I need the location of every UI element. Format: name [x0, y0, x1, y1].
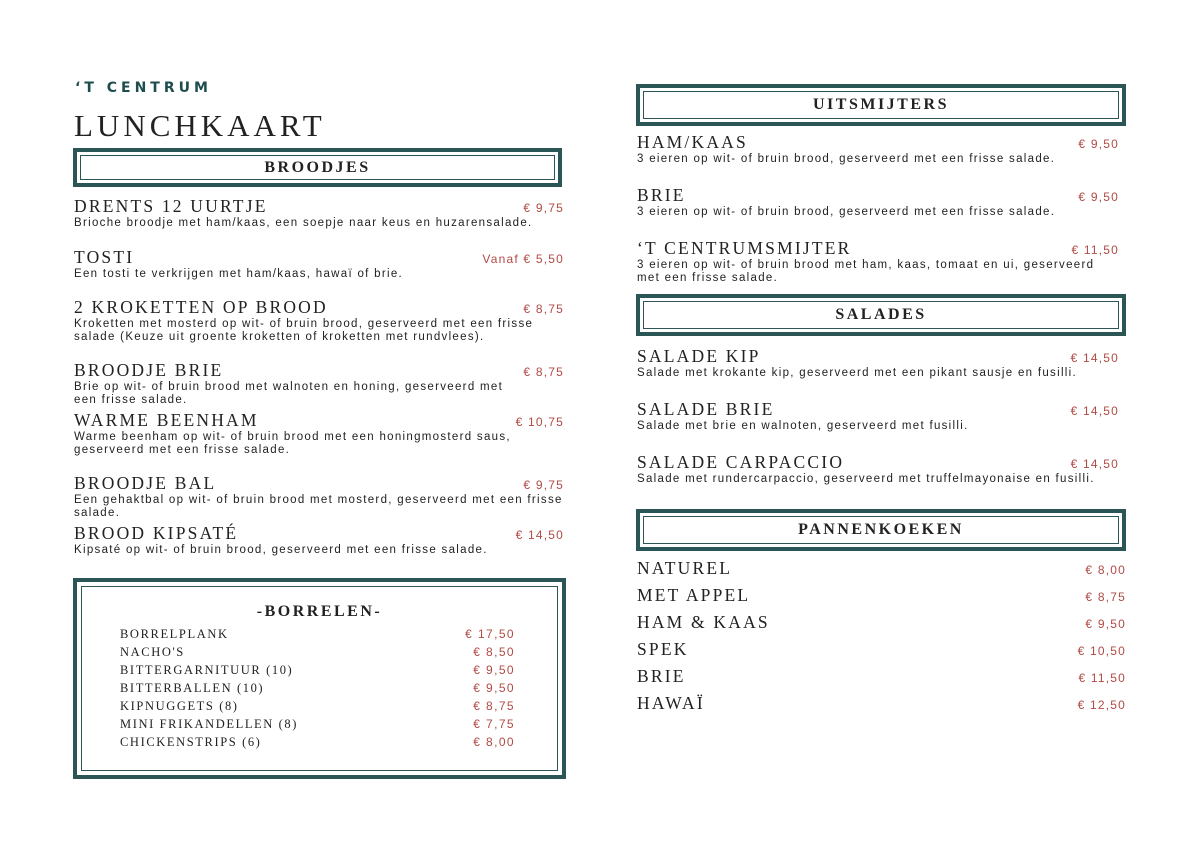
- borrel-price: € 8,75: [473, 699, 515, 713]
- pancake-item: [637, 639, 1126, 660]
- pancake-item: [637, 558, 1126, 579]
- menu-item: [74, 473, 564, 519]
- borrel-item: [120, 681, 515, 696]
- item-price: € 9,50: [1078, 190, 1119, 204]
- borrel-name: BITTERGARNITUUR (10): [120, 663, 294, 677]
- item-description: Salade met rundercarpaccio, geserveerd met truffelmayonaise en fusilli.: [637, 473, 1095, 485]
- item-price: € 8,75: [1085, 590, 1126, 604]
- menu-item: [74, 297, 564, 343]
- pannenkoeken-header: [636, 509, 1126, 551]
- menu-item: [637, 346, 1119, 380]
- item-name: HAM/KAAS: [637, 132, 748, 152]
- item-price: € 9,75: [523, 201, 564, 215]
- item-name: BROOD KIPSATÉ: [74, 523, 239, 543]
- borrel-name: NACHO'S: [120, 645, 185, 659]
- menu-item: [637, 452, 1119, 486]
- item-name: SALADE BRIE: [637, 399, 775, 419]
- item-description: Brioche broodje met ham/kaas, een soepje naar keus en huzarensalade.: [74, 217, 533, 229]
- item-price: € 9,50: [1078, 137, 1119, 151]
- item-price: € 9,50: [1085, 617, 1126, 631]
- item-name: BRIE: [637, 185, 686, 205]
- menu-item: [637, 399, 1119, 433]
- uitsmijters-header: [636, 84, 1126, 126]
- item-price: € 14,50: [1070, 404, 1119, 418]
- menu-item: [637, 132, 1119, 166]
- item-description: Brie op wit- of bruin brood met walnoten en honing, geserveerd met een frisse salade.: [74, 381, 504, 406]
- item-name: HAM & KAAS: [637, 612, 770, 632]
- salades-header-label: SALADES: [643, 301, 1119, 329]
- broodjes-header: [73, 148, 562, 187]
- item-description: Kipsaté op wit- of bruin brood, geserveerd met een frisse salade.: [74, 544, 488, 556]
- item-price: € 9,75: [523, 478, 564, 492]
- borrel-price: € 9,50: [473, 663, 515, 677]
- borrel-item: [120, 645, 515, 660]
- item-name: MET APPEL: [637, 585, 751, 605]
- menu-item: [637, 185, 1119, 219]
- borrel-item: [120, 699, 515, 714]
- item-name: BROODJE BRIE: [74, 360, 224, 380]
- pancake-item: [637, 585, 1126, 606]
- item-name: NATUREL: [637, 558, 733, 578]
- item-description: Kroketten met mosterd op wit- of bruin brood, geserveerd met een frisse salade (Keuze uit groente kroketten of kroketten met rundvlees).: [74, 318, 534, 343]
- pancake-item: [637, 693, 1126, 714]
- item-name: TOSTI: [74, 247, 135, 267]
- page-title: LUNCHKAART: [74, 108, 326, 143]
- item-price: € 8,75: [523, 302, 564, 316]
- borrel-item: [120, 627, 515, 642]
- item-price: € 11,50: [1078, 671, 1126, 685]
- item-description: Salade met brie en walnoten, geserveerd met fusilli.: [637, 420, 969, 432]
- item-price: € 14,50: [515, 528, 564, 542]
- item-name: BRIE: [637, 666, 686, 686]
- item-name: HAWAÏ: [637, 693, 705, 713]
- item-price: € 14,50: [1070, 351, 1119, 365]
- borrel-item: [120, 717, 515, 732]
- menu-item: [637, 238, 1119, 284]
- item-name: 2 KROKETTEN OP BROOD: [74, 297, 328, 317]
- borrel-name: MINI FRIKANDELLEN (8): [120, 717, 299, 731]
- borrel-name: CHICKENSTRIPS (6): [120, 735, 262, 749]
- borrel-price: € 8,00: [473, 735, 515, 749]
- item-price: € 14,50: [1070, 457, 1119, 471]
- item-name: WARME BEENHAM: [74, 410, 259, 430]
- borrel-name: BORRELPLANK: [120, 627, 229, 641]
- borrel-price: € 17,50: [465, 627, 515, 641]
- uitsmijters-header-label: UITSMIJTERS: [643, 91, 1119, 119]
- borrel-item: [120, 663, 515, 678]
- item-name: DRENTS 12 UURTJE: [74, 196, 268, 216]
- borrel-price: € 9,50: [473, 681, 515, 695]
- pancake-item: [637, 612, 1126, 633]
- pannenkoeken-header-label: PANNENKOEKEN: [643, 516, 1119, 544]
- item-name: ‘T CENTRUMSMIJTER: [637, 238, 852, 258]
- salades-header: [636, 294, 1126, 336]
- borrel-price: € 7,75: [473, 717, 515, 731]
- borrel-price: € 8,50: [473, 645, 515, 659]
- item-price: € 8,75: [523, 365, 564, 379]
- menu-item: [74, 523, 564, 557]
- borrel-name: BITTERBALLEN (10): [120, 681, 265, 695]
- item-description: 3 eieren op wit- of bruin brood, geserveerd met een frisse salade.: [637, 206, 1056, 218]
- item-name: SALADE KIP: [637, 346, 761, 366]
- item-price: € 12,50: [1077, 698, 1126, 712]
- borrelen-header: -BORRELEN-: [256, 603, 383, 620]
- item-name: SPEK: [637, 639, 689, 659]
- item-description: 3 eieren op wit- of bruin brood, geserveerd met een frisse salade.: [637, 153, 1056, 165]
- item-price: Vanaf € 5,50: [482, 252, 564, 266]
- item-name: SALADE CARPACCIO: [637, 452, 845, 472]
- borrel-item: [120, 735, 515, 750]
- menu-item: [74, 247, 564, 281]
- menu-item: [74, 360, 564, 406]
- broodjes-header-label: BROODJES: [80, 155, 555, 180]
- borrel-name: KIPNUGGETS (8): [120, 699, 239, 713]
- item-description: Een gehaktbal op wit- of bruin brood met mosterd, geserveerd met een frisse salade.: [74, 494, 563, 519]
- pancake-item: [637, 666, 1126, 687]
- brand-name: ‘T CENTRUM: [75, 80, 212, 96]
- item-price: € 10,50: [1077, 644, 1126, 658]
- item-description: Warme beenham op wit- of bruin brood met een honingmosterd saus, geserveerd met een frisse salade.: [74, 431, 511, 456]
- item-description: Salade met krokante kip, geserveerd met een pikant sausje en fusilli.: [637, 367, 1077, 379]
- item-description: 3 eieren op wit- of bruin brood met ham, kaas, tomaat en ui, geserveerd met een frisse salade.: [637, 259, 1095, 284]
- item-description: Een tosti te verkrijgen met ham/kaas, hawaï of brie.: [74, 268, 404, 280]
- item-price: € 8,00: [1085, 563, 1126, 577]
- borrelen-box: [73, 578, 566, 779]
- item-price: € 10,75: [515, 415, 564, 429]
- item-price: € 11,50: [1071, 243, 1119, 257]
- menu-item: [74, 410, 564, 456]
- menu-item: [74, 196, 564, 230]
- item-name: BROODJE BAL: [74, 473, 217, 493]
